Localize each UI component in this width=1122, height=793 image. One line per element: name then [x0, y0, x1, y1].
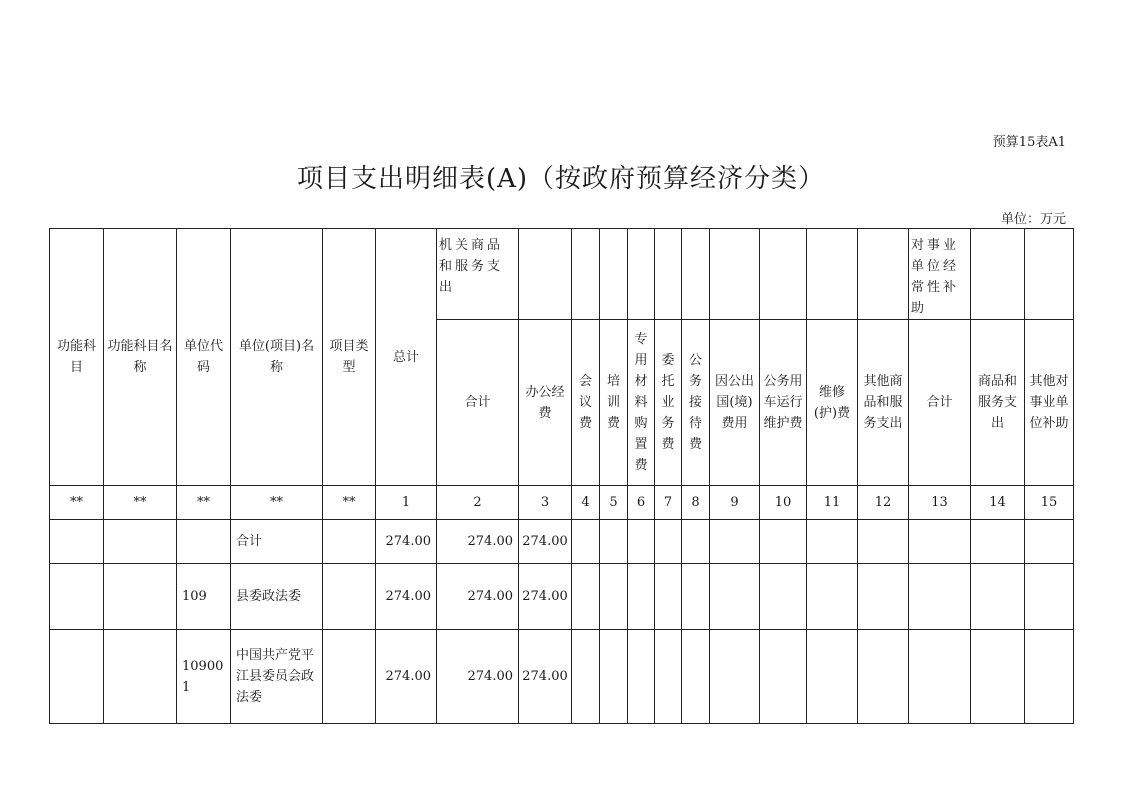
header-total: 总计	[376, 229, 437, 486]
index-cell: 6	[628, 486, 655, 520]
row-subtotal: 274.00	[437, 520, 519, 564]
table-row	[50, 564, 1074, 630]
header-other-goods: 其他商品和服务支出	[858, 320, 909, 486]
header-training: 培训费	[600, 320, 628, 486]
row-code: 109	[177, 564, 231, 630]
expense-table	[49, 228, 1074, 724]
column-index-row	[50, 486, 1074, 520]
index-cell: 3	[519, 486, 572, 520]
header-func-subject-name: 功能科目名称	[104, 229, 177, 486]
header-maintenance: 维修(护)费	[807, 320, 858, 486]
index-cell: 15	[1025, 486, 1074, 520]
index-cell: 8	[682, 486, 710, 520]
table-row	[50, 630, 1074, 724]
header-group-goods-services: 机关商品和服务支出	[437, 229, 519, 320]
row-total: 274.00	[376, 520, 437, 564]
index-cell: **	[104, 486, 177, 520]
index-cell: 13	[909, 486, 971, 520]
header-subsidy-total: 合计	[909, 320, 971, 486]
header-materials: 专用材料购置费	[628, 320, 655, 486]
row-total: 274.00	[376, 564, 437, 630]
header-office: 办公经费	[519, 320, 572, 486]
header-subsidy-goods: 商品和服务支出	[971, 320, 1025, 486]
header-unit-project-name: 单位(项目)名称	[231, 229, 323, 486]
index-cell: 11	[807, 486, 858, 520]
index-cell: **	[323, 486, 376, 520]
index-cell: **	[50, 486, 104, 520]
form-code: 预算15表A1	[992, 135, 1066, 150]
index-cell: 4	[572, 486, 600, 520]
header-meeting: 会议费	[572, 320, 600, 486]
index-cell: **	[231, 486, 323, 520]
unit-label: 单位：万元	[1000, 212, 1066, 227]
header-group-subsidy: 对事业单位经常性补助	[909, 229, 971, 320]
table-row	[50, 520, 1074, 564]
row-name: 中国共产党平江县委员会政法委	[231, 630, 323, 724]
index-cell: 9	[710, 486, 760, 520]
row-name: 合计	[231, 520, 323, 564]
index-cell: 5	[600, 486, 628, 520]
index-cell: 10	[760, 486, 807, 520]
index-cell: 14	[971, 486, 1025, 520]
index-cell: 2	[437, 486, 519, 520]
row-office: 274.00	[519, 630, 572, 724]
row-total: 274.00	[376, 630, 437, 724]
page-title: 项目支出明细表(A)（按政府预算经济分类）	[296, 164, 826, 194]
row-code: 109001	[177, 630, 231, 724]
header-entrusted: 委托业务费	[655, 320, 682, 486]
index-cell: 7	[655, 486, 682, 520]
row-subtotal: 274.00	[437, 564, 519, 630]
header-project-type: 项目类型	[323, 229, 376, 486]
header-vehicle: 公务用车运行维护费	[760, 320, 807, 486]
header-subtotal: 合计	[437, 320, 519, 486]
header-reception: 公务接待费	[682, 320, 710, 486]
header-subsidy-other: 其他对事业单位补助	[1025, 320, 1074, 486]
row-name: 县委政法委	[231, 564, 323, 630]
header-func-subject: 功能科目	[50, 229, 104, 486]
header-unit-code: 单位代码	[177, 229, 231, 486]
row-subtotal: 274.00	[437, 630, 519, 724]
index-cell: **	[177, 486, 231, 520]
row-office: 274.00	[519, 520, 572, 564]
row-office: 274.00	[519, 564, 572, 630]
header-abroad: 因公出国(境)费用	[710, 320, 760, 486]
index-cell: 1	[376, 486, 437, 520]
index-cell: 12	[858, 486, 909, 520]
